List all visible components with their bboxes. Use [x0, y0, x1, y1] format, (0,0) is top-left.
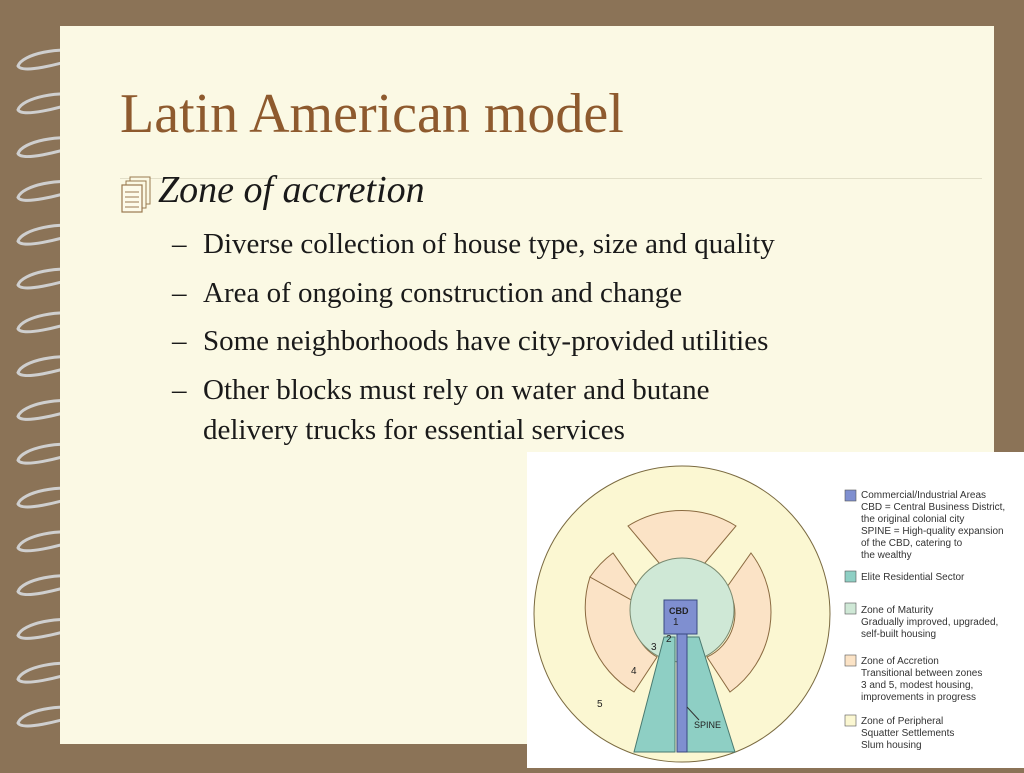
zone-3-label: 3 — [651, 642, 657, 653]
legend-line: Squatter Settlements — [861, 728, 955, 739]
sub-bullet-text: Other blocks must rely on water and butane — [203, 374, 710, 406]
legend-line: Zone of Accretion — [861, 656, 939, 667]
legend-line: SPINE = High-quality expansion — [861, 526, 1004, 537]
legend-line: Zone of Maturity — [861, 605, 934, 616]
zone-2-label: 2 — [666, 634, 672, 645]
legend-line: 3 and 5, modest housing, — [861, 680, 974, 691]
spine-corridor — [677, 634, 687, 752]
legend — [845, 490, 1008, 751]
bullet-dash: – — [172, 228, 187, 260]
zone-5-label: 5 — [597, 699, 603, 710]
zone-4-label: 4 — [631, 666, 637, 677]
legend-line: Elite Residential Sector — [861, 572, 965, 583]
spine-label: SPINE — [694, 720, 722, 730]
legend-swatch-elite — [845, 571, 856, 582]
latin-american-city-model-diagram — [527, 452, 1024, 768]
legend-swatch-accretion — [845, 655, 856, 666]
notepad-bullet-icon — [118, 175, 154, 215]
legend-line: Zone of Peripheral — [861, 716, 944, 727]
legend-line: Commercial/Industrial Areas — [861, 490, 987, 501]
legend-text — [861, 656, 985, 703]
legend-line: of the CBD, catering to — [861, 538, 963, 549]
legend-line: CBD = Central Business District, — [861, 502, 1006, 513]
sub-bullet-text-continued: delivery trucks for essential services — [203, 414, 625, 446]
bullet-dash: – — [172, 325, 187, 357]
legend-line: Transitional between zones — [861, 668, 983, 679]
legend-swatch-peripheral — [845, 715, 856, 726]
zone-1-label: 1 — [673, 617, 679, 628]
legend-line: the wealthy — [861, 550, 912, 561]
sub-bullet-text: Diverse collection of house type, size and quality — [203, 228, 775, 260]
sub-bullet-text: Some neighborhoods have city-provided utilities — [203, 325, 769, 357]
legend-line: Slum housing — [861, 740, 922, 751]
legend-text — [861, 716, 957, 751]
main-bullet: Zone of accretion — [158, 169, 425, 211]
legend-swatch-commercial — [845, 490, 856, 501]
sub-bullet-text: Area of ongoing construction and change — [203, 277, 683, 309]
legend-swatch-maturity — [845, 603, 856, 614]
legend-line: self-built housing — [861, 629, 937, 640]
legend-text — [861, 490, 1008, 561]
legend-line: the original colonial city — [861, 514, 965, 525]
cbd-label: CBD — [669, 606, 689, 616]
bullet-dash: – — [172, 374, 187, 406]
slide-title: Latin American model — [120, 83, 624, 145]
bullet-dash: – — [172, 277, 187, 309]
legend-text — [861, 605, 1001, 640]
legend-line: Gradually improved, upgraded, — [861, 617, 999, 628]
legend-text — [861, 572, 965, 583]
legend-line: improvements in progress — [861, 692, 977, 703]
